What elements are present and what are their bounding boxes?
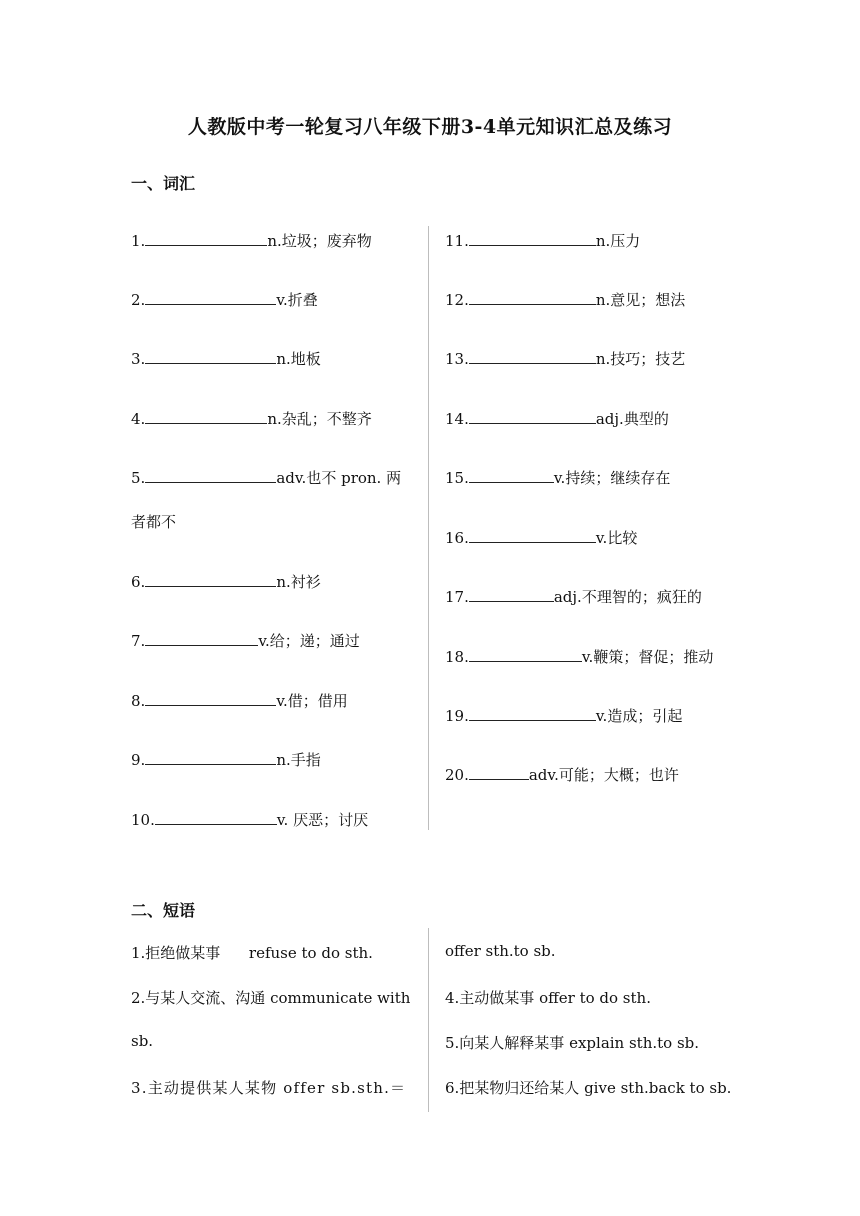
vocab-item	[445, 229, 640, 252]
item-definition: adv.可能；大概；也许	[528, 766, 679, 784]
item-definition: v.造成；引起	[595, 707, 683, 725]
item-number: 8.	[131, 692, 146, 710]
answer-blank	[469, 229, 596, 246]
item-number: 3.	[131, 350, 146, 368]
vocab-item	[131, 466, 401, 489]
item-number: 19.	[445, 707, 469, 725]
answer-blank	[469, 466, 554, 483]
answer-blank	[145, 407, 267, 424]
phrase-right-line: offer sth.to sb.	[445, 942, 556, 960]
vocab-item	[445, 704, 682, 727]
item-definition: v.比较	[595, 529, 638, 547]
item-definition: adv.也不 pron. 两	[276, 469, 402, 487]
vocab-item	[445, 585, 702, 608]
vocab-item	[131, 570, 321, 593]
phrase-left-line: sb.	[131, 1032, 154, 1050]
answer-blank	[469, 704, 596, 721]
item-definition: n.地板	[276, 350, 321, 368]
answer-blank	[145, 229, 267, 246]
answer-blank	[469, 585, 554, 602]
item-number: 9.	[131, 751, 146, 769]
vocab-item	[445, 288, 685, 311]
item-definition: n.压力	[595, 232, 641, 250]
item-number: 14.	[445, 410, 469, 428]
item-definition: v.鞭策；督促；推动	[581, 648, 714, 666]
phrase-right-line: 5.向某人解释某事 explain sth.to sb.	[445, 1034, 700, 1052]
vocab-item	[445, 645, 713, 668]
vocab-item	[445, 526, 637, 549]
item-number: 12.	[445, 291, 469, 309]
item-definition: n.技巧；技艺	[595, 350, 686, 368]
item-number: 13.	[445, 350, 469, 368]
phrase-left-line: 2.与某人交流、沟通 communicate with	[131, 989, 411, 1007]
item-definition: v.借；借用	[276, 692, 348, 710]
item-number: 5.	[131, 469, 146, 487]
section-heading-vocabulary: 一、词汇	[131, 174, 196, 193]
phrase-left-line: 3.主动提供某人某物 offer sb.sth.＝	[131, 1079, 407, 1097]
item-number: 20.	[445, 766, 469, 784]
answer-blank	[469, 407, 596, 424]
vocab-item	[131, 407, 372, 430]
column-divider	[428, 928, 429, 1112]
vocab-item	[131, 689, 348, 712]
vocab-item	[445, 347, 685, 370]
item-definition: v.折叠	[276, 291, 318, 309]
item-definition: n.意见；想法	[595, 291, 686, 309]
vocab-item	[131, 808, 368, 831]
answer-blank	[145, 748, 276, 765]
item-number: 2.	[131, 291, 146, 309]
item-definition: adj.典型的	[595, 410, 669, 428]
item-number: 11.	[445, 232, 469, 250]
answer-blank	[469, 288, 596, 305]
item-number: 10.	[131, 811, 155, 829]
answer-blank	[145, 570, 276, 587]
vocab-item	[445, 466, 670, 489]
vocab-item	[131, 347, 321, 370]
phrase-right-line: 4.主动做某事 offer to do sth.	[445, 989, 651, 1007]
item-number: 16.	[445, 529, 469, 547]
phrase-left-line: 1.拒绝做某事 refuse to do sth.	[131, 944, 373, 962]
vocab-left-column	[131, 229, 416, 839]
vocab-item	[131, 288, 318, 311]
answer-blank	[155, 808, 277, 825]
answer-blank	[469, 526, 596, 543]
item-number: 1.	[131, 232, 146, 250]
item-definition: v.给；递；通过	[258, 632, 360, 650]
item-definition: n.手指	[276, 751, 321, 769]
vocab-item	[445, 763, 679, 786]
item-number: 15.	[445, 469, 469, 487]
answer-blank	[145, 347, 276, 364]
item-number: 17.	[445, 588, 469, 606]
item-definition: adj.不理智的；疯狂的	[553, 588, 702, 606]
answer-blank	[469, 763, 529, 780]
item-number: 18.	[445, 648, 469, 666]
column-divider	[428, 226, 429, 830]
item-definition: n.衬衫	[276, 573, 321, 591]
vocab-right-column	[445, 229, 745, 789]
item-number: 6.	[131, 573, 146, 591]
answer-blank	[145, 689, 276, 706]
phrase-right-line: 6.把某物归还给某人 give sth.back to sb.	[445, 1079, 732, 1097]
item-definition: v.持续；继续存在	[553, 469, 671, 487]
vocab-item-continuation: 者都不	[131, 513, 177, 531]
page-title: 人教版中考一轮复习八年级下册3-4单元知识汇总及练习	[187, 116, 673, 138]
vocab-item	[131, 748, 321, 771]
vocab-item	[445, 407, 669, 430]
item-definition: v. 厌恶；讨厌	[276, 811, 369, 829]
answer-blank	[469, 347, 596, 364]
answer-blank	[145, 629, 258, 646]
item-definition: n.杂乱；不整齐	[267, 410, 372, 428]
answer-blank	[145, 288, 276, 305]
vocab-item	[131, 229, 372, 252]
answer-blank	[469, 645, 582, 662]
item-number: 4.	[131, 410, 146, 428]
section-heading-phrases: 二、短语	[131, 901, 196, 920]
answer-blank	[145, 466, 276, 483]
item-definition: n.垃圾；废弃物	[267, 232, 372, 250]
vocab-item	[131, 629, 360, 652]
item-number: 7.	[131, 632, 146, 650]
